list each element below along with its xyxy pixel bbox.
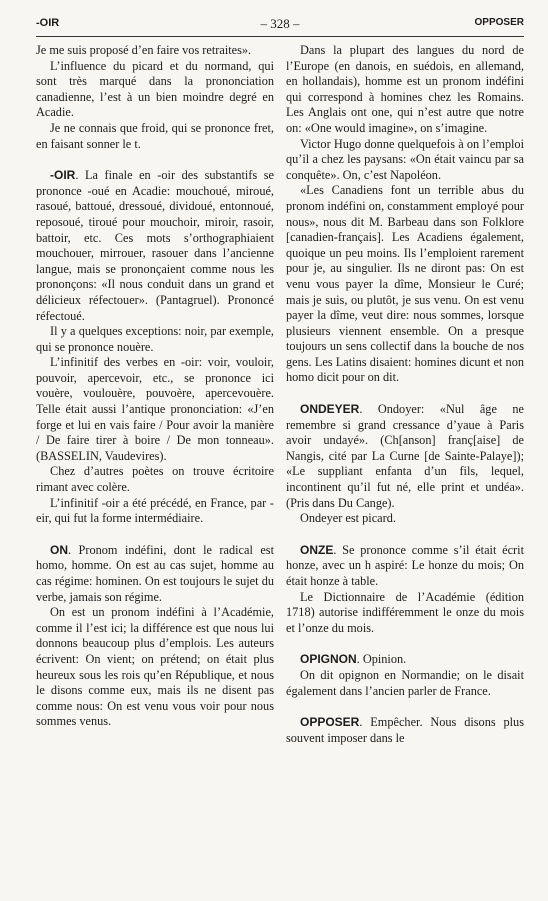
- entry-text: . La finale en -oir des substantifs se prononce -oué en Acadie: mouchoué, miroué, rasoué, battoué, dressoué, dividoué, entonnoué, reposoué, tiroué pour mouchoir, miroir, rasoir, battoir, etc. Ces mots s’orthographiaient mouchouer, mirrouer, rasouer dans l’ancienne langue, mais se prononçaient comme nous les prononçons: «Il nous conduit dans un grand et délicieux réfectouer». (Pantagruel). Prononcé réfectoué.: [36, 168, 274, 323]
- paragraph: L’infinitif des verbes en -oir: voir, vouloir, pouvoir, apercevoir, etc., se prononce ici vouère, voulouère, pouvoère, apercevouère. Telle était aussi l’antique prononciation: «J’en forge et lui en vais faire / Pour avoir la manière / De faire tirer à boire / De mon tonneau». (BASSELIN, Vaudevires).: [36, 355, 274, 463]
- paragraph: Je me suis proposé d’en faire vos retraites».: [36, 43, 252, 57]
- paragraph: Chez d’autres poètes on trouve écritoire rimant avec colère.: [36, 464, 274, 495]
- paragraph: L’influence du picard et du normand, qui sont très marqué dans la prononciation canadienne, l’est à un bien moindre degré en Acadie.: [36, 58, 274, 120]
- paragraph: «Les Canadiens font un terrible abus du pronom indéfini on, constamment employé pour nous», nous dit M. Barbeau dans son Folklore [canadien-français]. Les Acadiens également, quoique un peu moins. Ils l’emploient rarement pour je, au singulier. Ils ne diront pas: On est venu vous payer la dîme, Monsieur le Curé; mais je suis, ou plutôt, je sus venu. On est venu payer la dîme, veut dire: nous sommes, lorsque plusieurs viennent ensemble. On a presque toujours un sens collectif dans la bouche de nos gens. Les Latins disaient: homines dicunt et non homo dicit pour on dit.: [286, 183, 524, 385]
- entry-text: . Empêcher. Nous disons plus souvent imposer dans le: [286, 715, 524, 745]
- entry-oir: [36, 168, 274, 324]
- running-head-right: OPPOSER: [474, 17, 524, 28]
- paragraph: Ondeyer est picard.: [300, 511, 396, 526]
- left-column: [36, 43, 274, 746]
- page-header: [36, 14, 524, 37]
- headword: OPPOSER: [300, 715, 360, 730]
- entry-ondeyer: [286, 402, 524, 511]
- two-column-body: [36, 43, 524, 746]
- headword: ONZE: [300, 542, 334, 557]
- paragraph: Victor Hugo donne quelquefois à on l’emploi qu’il a chez les paysans: «On était vaincu par sa conquête». On, c’est Napoléon.: [286, 136, 524, 182]
- headword: OPIGNON: [300, 652, 357, 667]
- paragraph: L’infinitif -oir a été précédé, en France, par -eir, qui fut la forme intermédiaire.: [36, 495, 274, 526]
- paragraph: Il y a quelques exceptions: noir, par exemple, qui se prononce nouère.: [36, 324, 274, 354]
- entry-text: . Se prononce comme s’il était écrit honze, avec un h aspiré: Le honze du mois; On était honze à table.: [286, 542, 524, 588]
- entry-text: . Pronom indéfini, dont le radical est homo, homme. On est au cas sujet, homme au cas régime: hominen. On est toujours le sujet du verbe, jamais son régime.: [36, 542, 274, 604]
- headword: ONDEYER: [300, 402, 360, 417]
- right-column: [286, 43, 524, 746]
- entry-text: . Opinion.: [356, 652, 407, 667]
- running-head-left: -OIR: [36, 17, 60, 29]
- page-number: – 328 –: [260, 16, 300, 31]
- paragraph: Dans la plupart des langues du nord de l’Europe (en danois, en suédois, en allemand, en hollandais), homme est un pronom indéfini qui correspond à homines chez les Romains. Les Anglais ont one, qui n’est autre que notre on: «One would imagine», on s’imagine.: [286, 43, 524, 135]
- entry-opignon: [286, 652, 524, 668]
- entry-onze: [286, 543, 524, 590]
- entry-text: . Ondoyer: «Nul âge ne remembre si grand cressance d’yaue à Paris avoir undayé». (Ch[anson] franç[aise] de Nangis, cité par La Curne [de Sainte-Palaye]); «Le suppliant enfanta d’un fils, lequel, incontinent qu’il fut né, elle print et undéa». (Pris dans Du Cange).: [286, 402, 524, 510]
- entry-on: [36, 543, 274, 605]
- paragraph: On est un pronom indéfini à l’Académie, comme il l’est ici; la différence est que nous lui donnons beaucoup plus d’emplois. Les auteurs écrivent: On vient; on prétend; on était plus heureux sous les rois qu’en République, et nous le disons comme eux, mais ils ne disent pas comme nous: On est venu vous voir pour nous sommes venus.: [36, 605, 274, 729]
- paragraph: Je ne connais que froid, qui se prononce fret, en faisant sonner le t.: [36, 120, 274, 151]
- headword: ON: [50, 542, 68, 557]
- entry-opposer: [286, 715, 524, 746]
- paragraph: Le Dictionnaire de l’Académie (édition 1718) autorise indifféremment le onze du mois et l’onze du mois.: [286, 589, 524, 635]
- paragraph: On dit opignon en Normandie; on le disait également dans l’ancien parler de France.: [286, 667, 524, 698]
- headword: -OIR: [50, 168, 76, 183]
